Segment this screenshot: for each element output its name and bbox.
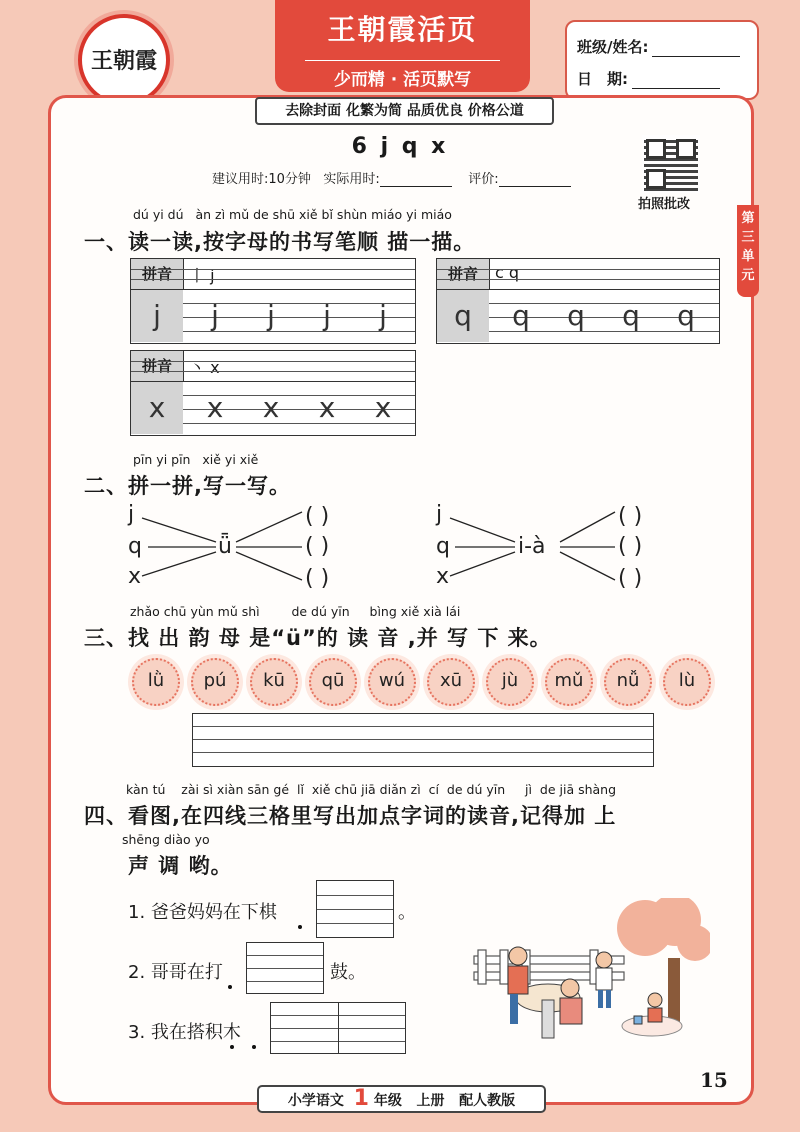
drumming-boy-icon [596,952,612,1008]
date-field[interactable] [632,74,720,89]
trace-q[interactable]: q [512,299,530,332]
mother-icon [560,979,582,1024]
trace-x[interactable]: x [206,391,224,424]
emphasis-dot [298,925,302,929]
stroke-order-q: c q [495,263,520,282]
class-name-label: 班级/姓名: [577,38,649,56]
answer-box-1[interactable] [316,880,394,938]
answer-box-2[interactable] [246,942,324,994]
question-2: 2. 哥哥在打 [128,962,223,983]
page-number: 15 [700,1068,728,1092]
letter-x: x [131,382,183,434]
section2-pinyin: pīn yi pīn xiě yi xiě [133,452,259,467]
class-name-field[interactable] [652,42,740,57]
trace-j[interactable]: j [323,299,331,332]
term: 上册 [416,1093,445,1109]
date-label: 日 期: [577,70,628,88]
trace-j[interactable]: j [267,299,275,332]
section1-heading: 一、读一读,按字母的书写笔顺 描一描。 [84,230,476,254]
trace-x[interactable]: x [374,391,392,424]
pinyin-label: 拼音 [131,351,184,381]
initial-q: q [436,534,450,559]
grade-label: 年级 [373,1093,402,1109]
section4-pinyin: kàn tú zài sì xiàn sān gé lǐ xiě chū jiā diǎn zì cí de dú yīn jì de jiā shàng [126,782,617,797]
qr-code-icon[interactable] [642,135,700,193]
brand-subtitle: 少而精 · 活页默写 [305,60,500,90]
question-1: 1. 爸爸妈妈在下棋 [128,902,277,923]
edition: 配人教版 [459,1093,516,1109]
grid-x [130,350,416,436]
student-info-box [565,20,759,100]
question-3: 3. 我在搭积木 [128,1022,241,1043]
slogan: 去除封面 化繁为简 品质优良 价格公道 [255,97,554,125]
trace-q[interactable]: q [622,299,640,332]
grid-q [436,258,720,344]
final-u-umlaut: ǖ [218,534,232,559]
answer-blank[interactable]: ( ) [305,534,330,559]
letter-q: q [437,290,489,342]
brand-banner [275,0,530,92]
class-name-row [577,36,740,57]
section4-pinyin2: shēng diào yo [122,832,210,847]
trace-j[interactable]: j [211,299,219,332]
syllable-flower[interactable]: xū [427,658,475,706]
answer-blank[interactable]: ( ) [618,566,643,591]
question-2-suffix: 鼓。 [330,962,366,983]
subject: 小学语文 [287,1093,344,1109]
section3-heading: 三、找 出 韵 母 是“ü”的 读 音 ,并 写 下 来。 [84,626,552,650]
suggested-time: 建议用时:10分钟 [212,172,311,187]
answer-blank[interactable]: ( ) [618,534,643,559]
syllable-flower[interactable]: qū [309,658,357,706]
initial-j: j [436,502,443,527]
unit-tab: 第三单元 [737,205,759,297]
trace-q[interactable]: q [567,299,585,332]
book-footer [257,1085,546,1113]
father-icon [508,947,528,1024]
syllable-flower[interactable]: nǚ [604,658,652,706]
answer-box-3[interactable] [270,1002,406,1054]
section4-heading2: 声 调 哟。 [128,854,233,878]
syllable-flower[interactable]: jù [486,658,534,706]
trace-x[interactable]: x [262,391,280,424]
actual-time-field[interactable] [380,174,452,187]
brand-logo [78,14,170,106]
qr-label: 拍照批改 [638,197,691,212]
evaluation-label: 评价: [468,172,499,187]
syllable-flower[interactable]: wú [368,658,416,706]
initial-x: x [128,564,142,589]
question-1-suffix: 。 [398,902,416,923]
logo-text: 王朝霞 [90,48,157,74]
date-row [577,68,720,89]
syllable-flower[interactable]: lù [663,658,711,706]
writing-lines[interactable] [192,713,654,767]
trace-x[interactable]: x [318,391,336,424]
syllable-flower[interactable]: pú [191,658,239,706]
stroke-order-x: 丶 x [189,358,220,377]
brand-title: 王朝霞活页 [327,13,478,46]
grade-number: 1 [353,1086,369,1111]
syllable-flower[interactable]: mǔ [545,658,593,706]
syllable-flower[interactable]: kū [250,658,298,706]
evaluation-field[interactable] [499,174,571,187]
actual-time-label: 实际用时: [323,172,380,187]
section4-heading: 四、看图,在四线三格里写出加点字词的读音,记得加 上 [84,804,617,828]
syllable-flower[interactable]: lǜ [132,658,180,706]
initial-x: x [436,564,450,589]
trace-j[interactable]: j [379,299,387,332]
emphasis-dot [252,1045,256,1049]
section3-pinyin: zhǎo chū yùn mǔ shì de dú yīn bìng xiě xià lái [130,604,461,619]
section1-pinyin: dú yi dú àn zì mǔ de shū xiě bǐ shùn miáo yi miáo [133,207,452,222]
answer-blank[interactable]: ( ) [618,504,643,529]
emphasis-dot [230,1045,234,1049]
letter-j: j [131,290,183,342]
final-i-a: i-à [518,534,546,559]
answer-blank[interactable]: ( ) [305,504,330,529]
emphasis-dot [228,985,232,989]
pinyin-label: 拼音 [437,259,490,289]
initial-q: q [128,534,142,559]
time-info [212,168,571,187]
tree-icon [617,898,710,1028]
answer-blank[interactable]: ( ) [305,566,330,591]
section2-heading: 二、拼一拼,写一写。 [84,474,291,498]
stroke-order-j: 丨 j [189,266,215,285]
family-activity-illustration [470,898,710,1058]
pinyin-label: 拼音 [131,259,184,289]
grid-j [130,258,416,344]
initial-j: j [128,502,135,527]
lesson-title: 6 j q x [351,134,449,159]
trace-q[interactable]: q [677,299,695,332]
